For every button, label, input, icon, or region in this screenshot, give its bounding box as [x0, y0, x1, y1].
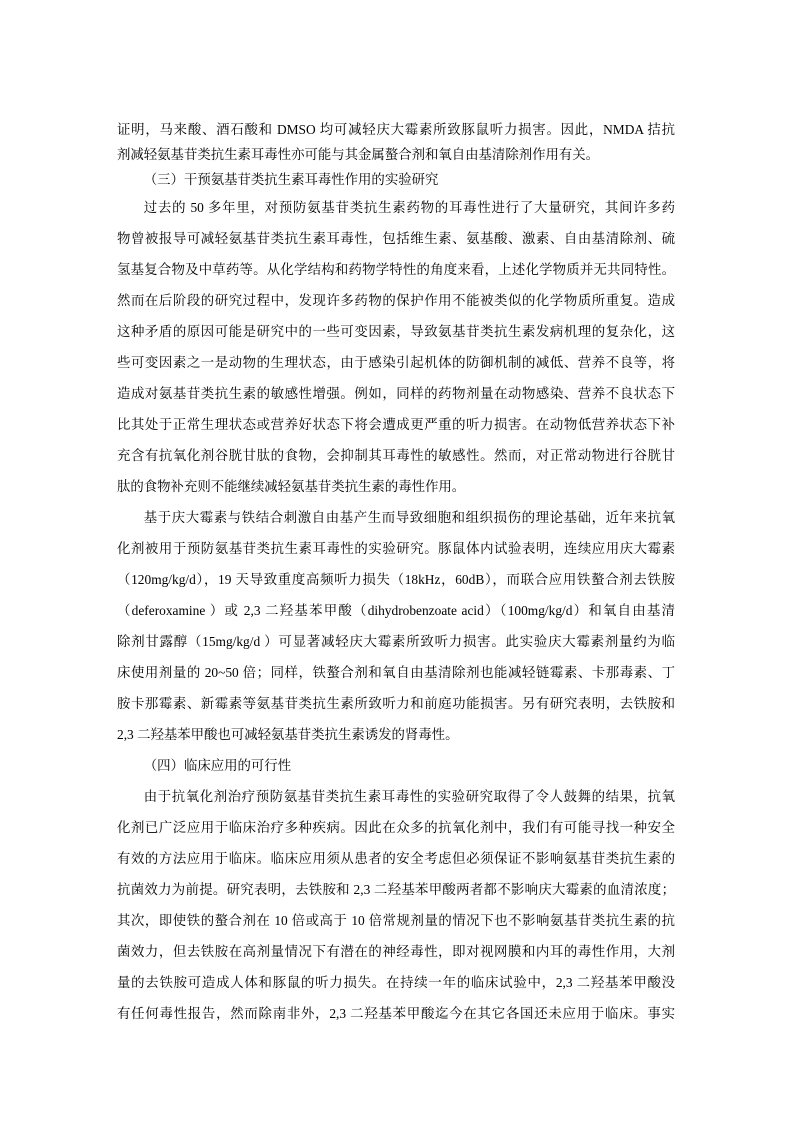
text-line: 有效的方法应用于临床。临床应用须从患者的安全考虑但必须保证不影响氨基苷类抗生素的: [117, 851, 675, 866]
text-line: 造成对氨基苷类抗生素的敏感性增强。例如，同样的药物剂量在动物感染、营养不良状态下: [117, 386, 675, 401]
text-line: 有任何毒性报告，然而除南非外，2,3 二羟基苯甲酸迄今在其它各国还未应用于临床。事实: [117, 1006, 675, 1021]
body-text: [117, 117, 675, 1029]
paragraph: [117, 502, 675, 750]
text-line: 床使用剂量的 20~50 倍；同样，铁螯合剂和氧自由基清除剂也能减轻链霉素、卡那毒素、丁: [117, 665, 675, 680]
text-line: 量的去铁胺可造成人体和豚鼠的听力损失。在持续一年的临床试验中，2,3 二羟基苯甲酸没: [117, 975, 675, 990]
text-line: 基于庆大霉素与铁结合刺激自由基产生而导致细胞和组织损伤的理论基础，近年来抗氧: [143, 510, 675, 525]
text-line: 菌效力，但去铁胺在高剂量情况下有潜在的神经毒性，即对视网膜和内耳的毒性作用，大剂: [117, 944, 675, 959]
paragraph: [117, 192, 675, 502]
paragraph: [117, 781, 675, 1029]
text-line: 化剂已广泛应用于临床治疗多种疾病。因此在众多的抗氧化剂中，我们有可能寻找一种安全: [117, 820, 675, 835]
text-line: 剂减轻氨基苷类抗生素耳毒性亦可能与其金属螯合剂和氧自由基清除剂作用有关。: [117, 147, 600, 162]
text-line: 除剂甘露醇（15mg/kg/d ）可显著减轻庆大霉素所致听力损害。此实验庆大霉素剂量约为临: [117, 634, 675, 649]
text-line: 氢基复合物及中草药等。从化学结构和药物学特性的角度来看，上述化学物质并无共同特性。: [117, 262, 675, 277]
text-line: 证明，马来酸、酒石酸和 DMSO 均可减轻庆大霉素所致豚鼠听力损害。因此，NMDA 拮抗: [117, 122, 675, 137]
text-line: 2,3 二羟基苯甲酸也可减轻氨基苷类抗生素诱发的肾毒性。: [117, 727, 459, 742]
text-line: 抗菌效力为前提。研究表明，去铁胺和 2,3 二羟基苯甲酸两者都不影响庆大霉素的血清浓度；: [117, 882, 675, 897]
text-line: 过去的 50 多年里，对预防氨基苷类抗生素药物的耳毒性进行了大量研究，其间许多药: [143, 200, 675, 215]
text-line: 然而在后阶段的研究过程中，发现许多药物的保护作用不能被类似的化学物质所重复。造成: [117, 293, 675, 308]
text-line: 肽的食物补充则不能继续减轻氨基苷类抗生素的毒性作用。: [117, 479, 466, 494]
text-line: 由于抗氧化剂治疗预防氨基苷类抗生素耳毒性的实验研究取得了令人鼓舞的结果，抗氧: [143, 789, 675, 804]
text-line: 这种矛盾的原因可能是研究中的一些可变因素，导致氨基苷类抗生素发病机理的复杂化，这: [117, 324, 675, 339]
section-heading: （三）干预氨基苷类抗生素耳毒性作用的实验研究: [143, 172, 439, 187]
text-line: 其次，即使铁的螯合剂在 10 倍或高于 10 倍常规剂量的情况下也不影响氨基苷类抗生素的抗: [117, 913, 675, 928]
paragraph-continued: [117, 117, 675, 167]
text-line: 胺卡那霉素、新霉素等氨基苷类抗生素所致听力和前庭功能损害。另有研究表明，去铁胺和: [117, 696, 675, 711]
text-line: （120mg/kg/d），19 天导致重度高频听力损失（18kHz，60dB），而联合应用铁螯合剂去铁胺: [117, 572, 675, 587]
text-line: 充含有抗氧化剂谷胱甘肽的食物，会抑制其耳毒性的敏感性。然而，对正常动物进行谷胱甘: [117, 448, 675, 463]
text-line: 些可变因素之一是动物的生理状态，由于感染引起机体的防御机制的减低、营养不良等，将: [117, 355, 675, 370]
text-line: 比其处于正常生理状态或营养好状态下将会遭成更严重的听力损害。在动物低营养状态下补: [117, 417, 675, 432]
text-line: 化剂被用于预防氨基苷类抗生素耳毒性的实验研究。豚鼠体内试验表明，连续应用庆大霉素: [117, 541, 675, 556]
text-line: （deferoxamine ）或 2,3 二羟基苯甲酸（dihydrobenzoate acid）（100mg/kg/d）和氧自由基清: [117, 603, 675, 618]
section-heading: （四）临床应用的可行性: [143, 758, 292, 773]
text-line: 物曾被报导可减轻氨基苷类抗生素耳毒性，包括维生素、氨基酸、激素、自由基清除剂、硫: [117, 231, 675, 246]
